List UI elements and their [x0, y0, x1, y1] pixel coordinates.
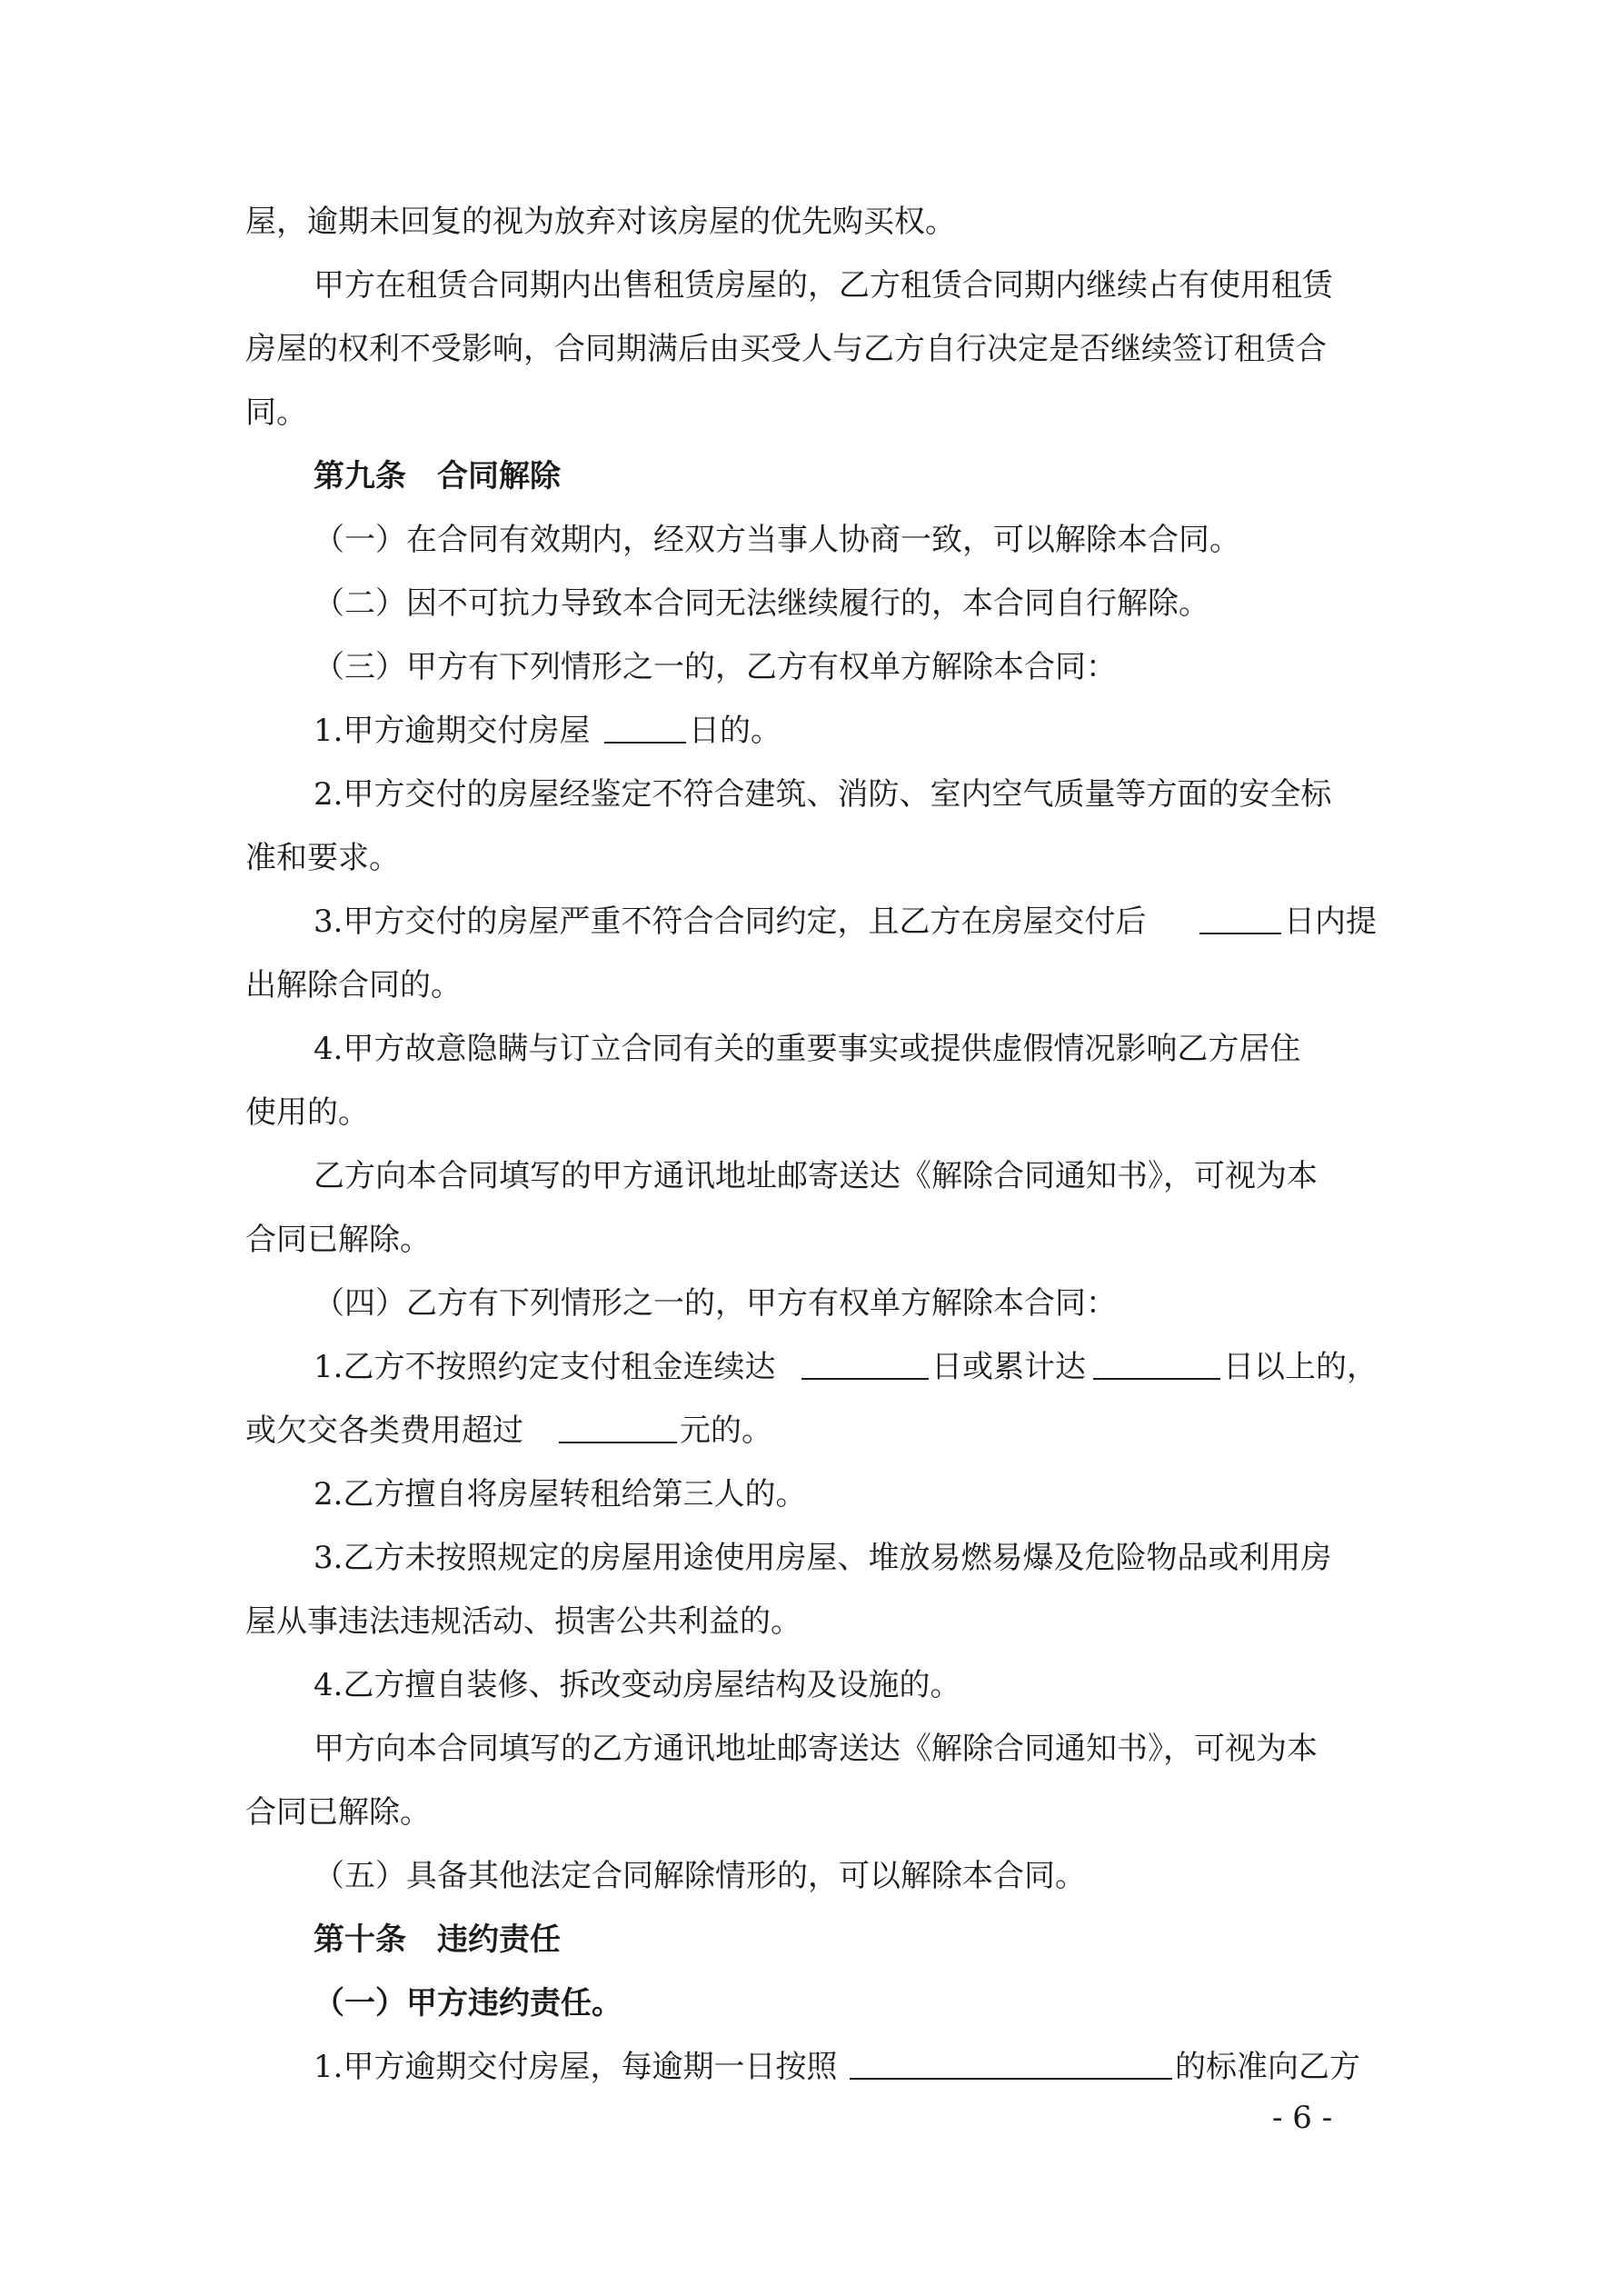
article-heading [0, 449, 1622, 504]
fill-in-blank [850, 2051, 1172, 2080]
line-text: 1.甲方逾期交付房屋，每逾期一日按照 [313, 2049, 838, 2085]
fill-in-blank [559, 1414, 677, 1443]
fill-in-blank [801, 1351, 929, 1380]
line-text: 日的。 [689, 713, 781, 749]
paragraph-line [0, 1849, 1622, 1903]
fill-in-blank [1199, 905, 1281, 934]
paragraph-line [0, 1085, 1622, 1140]
line-text: （四）乙方有下列情形之一的，甲方有权单方解除本合同： [313, 1285, 1117, 1322]
paragraph-line [0, 322, 1622, 376]
fill-in-blank [1093, 1351, 1220, 1380]
paragraph-line [0, 1403, 1622, 1458]
paragraph-line [0, 195, 1622, 249]
article-9-title: 第九条 合同解除 [313, 458, 561, 494]
line-text: 出解除合同的。 [245, 967, 462, 1003]
paragraph-line [0, 894, 1622, 949]
paragraph-line [0, 258, 1622, 313]
paragraph-line [0, 1594, 1622, 1649]
line-text: （三）甲方有下列情形之一的，乙方有权单方解除本合同： [313, 649, 1117, 685]
paragraph-line [0, 1149, 1622, 1203]
paragraph-line [0, 1276, 1622, 1331]
fill-in-blank [604, 714, 686, 744]
line-text: 1.乙方不按照约定支付租金连续达 [313, 1349, 776, 1385]
paragraph-line [0, 1022, 1622, 1076]
article-heading [0, 1912, 1622, 1967]
line-text: 同。 [245, 394, 307, 431]
line-text: 2.乙方擅自将房屋转租给第三人的。 [313, 1476, 807, 1512]
paragraph-line [0, 1467, 1622, 1522]
paragraph-line [0, 831, 1622, 885]
page-number: - 6 - [1272, 2100, 1333, 2136]
line-text: 屋，逾期未回复的视为放弃对该房屋的优先购买权。 [245, 204, 956, 240]
line-text: 3.甲方交付的房屋严重不符合合同约定，且乙方在房屋交付后 [313, 903, 1147, 940]
paragraph-line [0, 576, 1622, 631]
line-text: （二）因不可抗力导致本合同无法继续履行的，本合同自行解除。 [313, 585, 1209, 622]
paragraph-line [0, 1722, 1622, 1776]
paragraph-line [0, 1340, 1622, 1394]
line-text: 准和要求。 [245, 840, 400, 876]
paragraph-line [0, 513, 1622, 567]
line-text: 元的。 [680, 1413, 772, 1449]
paragraph-line [0, 767, 1622, 822]
line-text: 的标准向乙方 [1175, 2049, 1360, 2085]
article-10-title: 第十条 违约责任 [313, 1922, 561, 1958]
paragraph-line [0, 2040, 1622, 2094]
landlord-liability-heading: （一）甲方违约责任。 [313, 1985, 622, 2021]
paragraph-line [0, 1785, 1622, 1840]
line-text: 使用的。 [245, 1094, 369, 1131]
paragraph-line [0, 640, 1622, 694]
line-text: 房屋的权利不受影响，合同期满后由买受人与乙方自行决定是否继续签订租赁合 [245, 331, 1327, 367]
line-text: 4.甲方故意隐瞒与订立合同有关的重要事实或提供虚假情况影响乙方居住 [313, 1031, 1301, 1067]
section-subheading [0, 1976, 1622, 2031]
line-text: 4.乙方擅自装修、拆改变动房屋结构及设施的。 [313, 1667, 961, 1703]
line-text: 3.乙方未按照规定的房屋用途使用房屋、堆放易燃易爆及危险物品或利用房 [313, 1540, 1332, 1576]
paragraph-line [0, 958, 1622, 1013]
paragraph-line [0, 1213, 1622, 1267]
line-text: 屋从事违法违规活动、损害公共利益的。 [245, 1603, 801, 1640]
line-text: 合同已解除。 [245, 1222, 431, 1258]
line-text: 甲方向本合同填写的乙方通讯地址邮寄送达《解除合同通知书》，可视为本 [313, 1731, 1318, 1767]
paragraph-line [0, 704, 1622, 758]
line-text: 2.甲方交付的房屋经鉴定不符合建筑、消防、室内空气质量等方面的安全标 [313, 776, 1332, 813]
line-text: （五）具备其他法定合同解除情形的，可以解除本合同。 [313, 1858, 1086, 1894]
line-text: 甲方在租赁合同期内出售租赁房屋的，乙方租赁合同期内继续占有使用租赁 [313, 267, 1333, 304]
paragraph-line [0, 1658, 1622, 1712]
line-text: 1.甲方逾期交付房屋 [313, 713, 591, 749]
line-text: 日或累计达 [931, 1349, 1086, 1385]
paragraph-line [0, 385, 1622, 440]
line-text: 乙方向本合同填写的甲方通讯地址邮寄送达《解除合同通知书》，可视为本 [313, 1158, 1318, 1194]
line-text: 日内提 [1284, 903, 1377, 940]
line-text: （一）在合同有效期内，经双方当事人协商一致，可以解除本合同。 [313, 522, 1240, 558]
line-text: 日以上的， [1223, 1349, 1378, 1385]
paragraph-line [0, 1531, 1622, 1585]
line-text: 或欠交各类费用超过 [245, 1413, 523, 1449]
line-text: 合同已解除。 [245, 1794, 431, 1831]
